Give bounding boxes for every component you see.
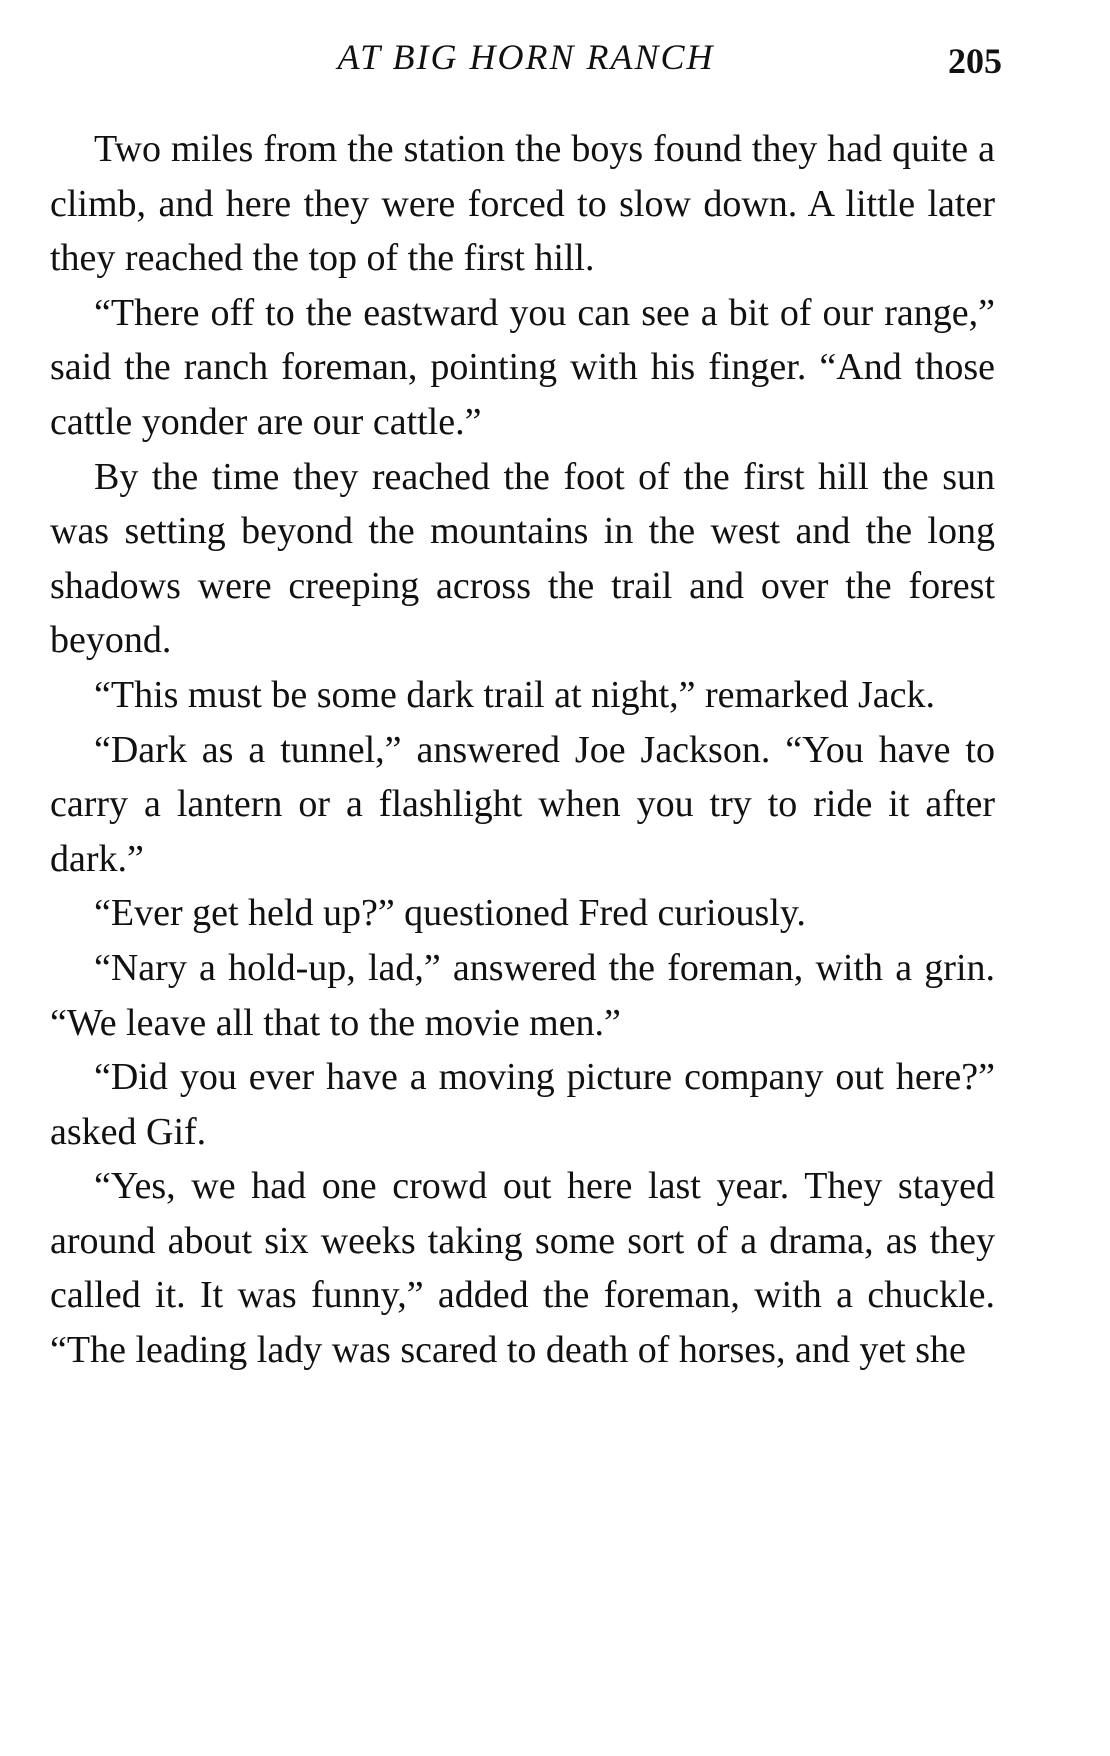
paragraph: “This must be some dark trail at night,” remarked Jack.	[94, 673, 936, 716]
running-header	[50, 36, 1002, 86]
paragraph: “Nary a hold-up, lad,” answered the foreman, with a grin. “We leave all that to the movie men.”	[50, 946, 995, 1044]
paragraph: “Yes, we had one crowd out here last year. They stayed around about six weeks taking some sort of a drama, as they called it. It was funny,” added the foreman, with a chuckle. “The leading lady was scared to death of horses, and yet she	[50, 1165, 995, 1372]
running-title: AT BIG HORN RANCH	[337, 37, 715, 77]
body-text	[50, 122, 995, 1378]
page-number: 205	[948, 41, 1002, 81]
paragraph: By the time they reached the foot of the first hill the sun was setting beyond the mountains in the west and the long shadows were creeping across the trail and over the forest beyond.	[50, 455, 995, 662]
paragraph: “Ever get held up?” questioned Fred curiously.	[94, 892, 806, 935]
paragraph: “Dark as a tunnel,” answered Joe Jackson. “You have to carry a lantern or a flashlight when you try to ride it after dark.”	[50, 728, 995, 880]
paragraph: Two miles from the station the boys found they had quite a climb, and here they were forced to slow down. A little later they reached the top of the first hill.	[50, 128, 995, 280]
paragraph: “Did you ever have a moving picture company out here?” asked Gif.	[50, 1056, 995, 1153]
paragraph: “There off to the eastward you can see a bit of our range,” said the ranch foreman, pointing with his finger. “And those cattle yonder are our cattle.”	[50, 291, 995, 443]
